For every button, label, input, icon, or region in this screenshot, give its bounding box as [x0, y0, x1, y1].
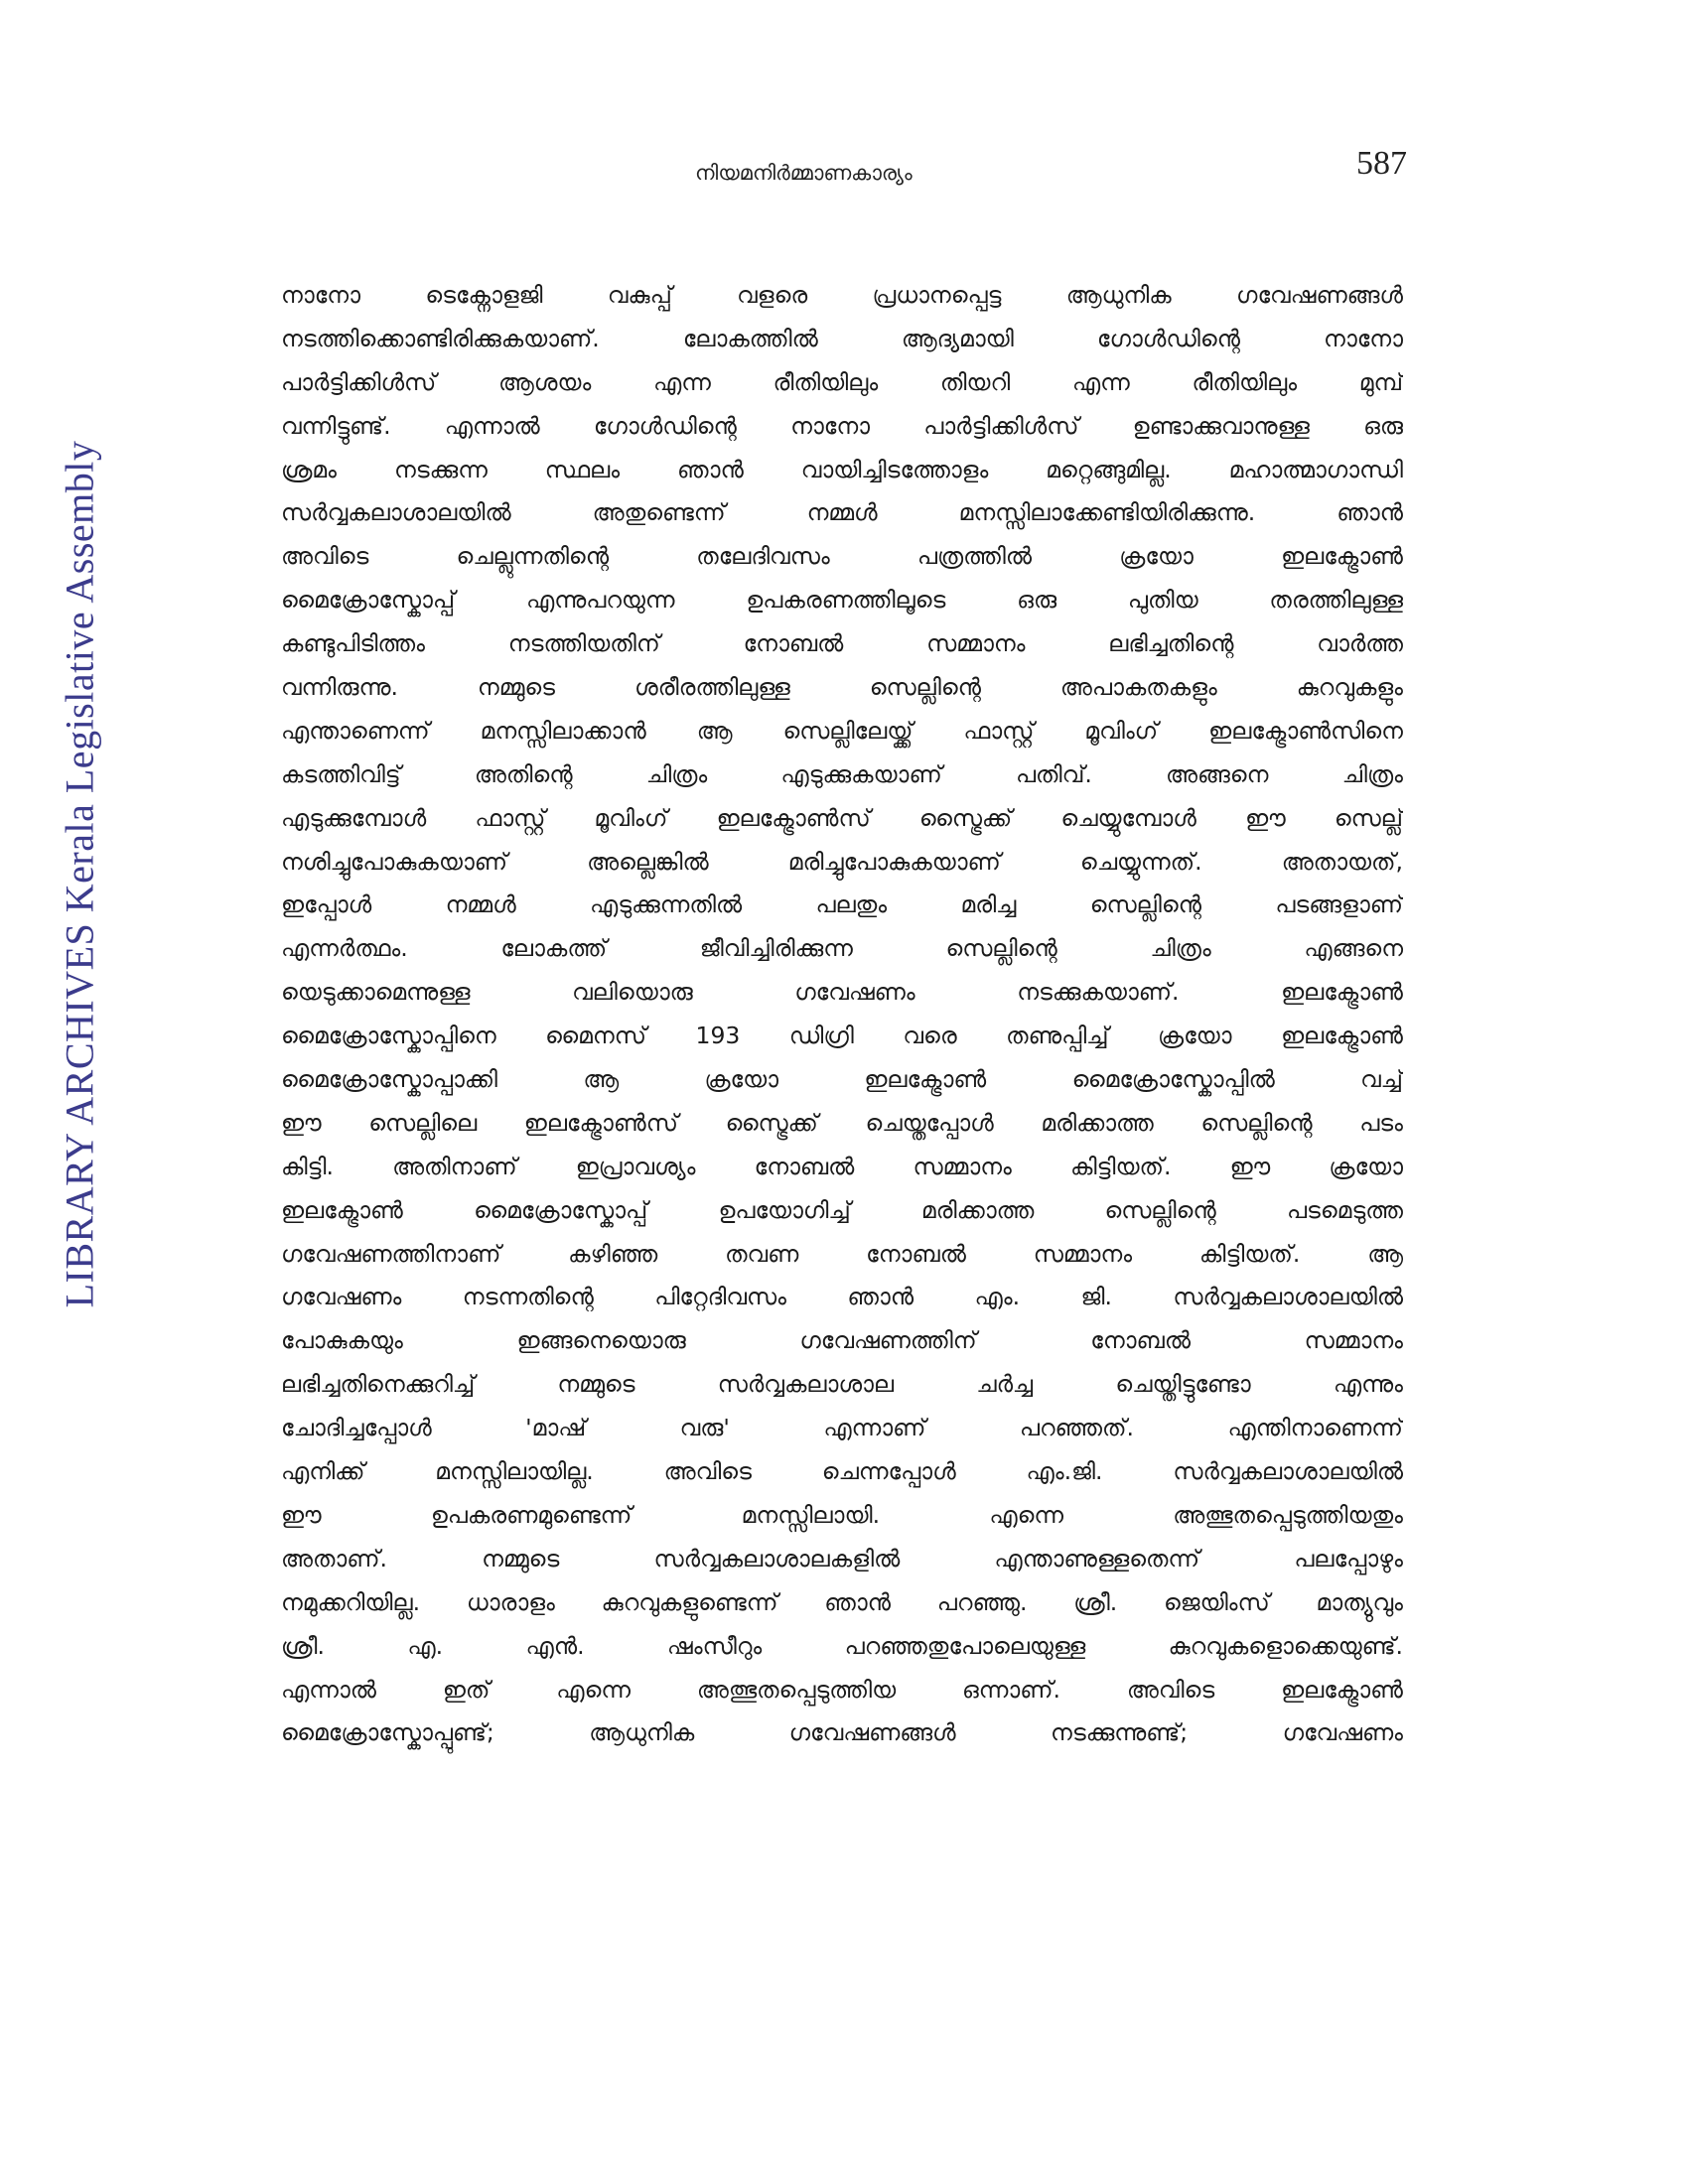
- text-line: നശിച്ചുപോകുകയാണ് അല്ലെങ്കിൽ മരിച്ചുപോകുകയാണ് ചെയ്യുന്നത്. അതായത്,: [281, 847, 1403, 876]
- text-line: വന്നിട്ടുണ്ട്. എന്നാൽ ഗോൾഡിന്റെ നാനോ പാർട്ടിക്കിൾസ് ഉണ്ടാക്കുവാനുള്ള ഒരു: [281, 411, 1403, 440]
- text-line: മൈക്രോസ്കോപ്പാക്കി ആ ക്രയോ ഇലക്ട്രോൺ മൈക്രോസ്കോപ്പിൽ വച്ച്: [281, 1065, 1403, 1094]
- text-line: ഗവേഷണം നടന്നതിന്റെ പിറ്റേദിവസം ഞാൻ എം. ജി. സർവ്വകലാശാലയിൽ: [281, 1283, 1403, 1311]
- text-line: ശ്രീ. എ. എൻ. ഷംസീറും പറഞ്ഞതുപോലെയുള്ള കുറവുകളൊക്കെയുണ്ട്.: [281, 1631, 1403, 1660]
- text-line: വന്നിരുന്നു. നമ്മുടെ ശരീരത്തിലുള്ള സെല്ലിന്റെ അപാകതകളും കുറവുകളും: [281, 673, 1403, 702]
- text-line: പോകുകയും ഇങ്ങനെയൊരു ഗവേഷണത്തിന് നോബൽ സമ്മാനം: [281, 1326, 1403, 1355]
- text-line: എനിക്ക് മനസ്സിലായില്ല. അവിടെ ചെന്നപ്പോൾ എം.ജി. സർവ്വകലാശാലയിൽ: [281, 1457, 1403, 1486]
- text-line: നടത്തിക്കൊണ്ടിരിക്കുകയാണ്. ലോകത്തിൽ ആദ്യമായി ഗോൾഡിന്റെ നാനോ: [281, 324, 1403, 352]
- text-line: യെടുക്കാമെന്നുള്ള വലിയൊരു ഗവേഷണം നടക്കുകയാണ്. ഇലക്ട്രോൺ: [281, 978, 1403, 1007]
- text-line: ചോദിച്ചപ്പോൾ 'മാഷ് വരു' എന്നാണ് പറഞ്ഞത്. എന്തിനാണെന്ന്: [281, 1414, 1403, 1442]
- watermark-text: LIBRARY ARCHIVES Kerala Legislative Assembly: [57, 440, 102, 1307]
- running-title: നിയമനിർമ്മാണകാര്യം: [695, 161, 913, 185]
- page-number: 587: [1356, 145, 1407, 182]
- text-line: എന്താണെന്ന് മനസ്സിലാക്കാൻ ആ സെല്ലിലേയ്ക്ക് ഫാസ്റ്റ് മൂവിംഗ് ഇലക്ട്രോൺസിനെ: [281, 716, 1403, 745]
- text-line: ഇലക്ട്രോൺ മൈക്രോസ്കോപ്പ് ഉപയോഗിച്ച് മരിക്കാത്ത സെല്ലിന്റെ പടമെടുത്ത: [281, 1195, 1403, 1224]
- text-line: എന്നാൽ ഇത് എന്നെ അത്ഭുതപ്പെടുത്തിയ ഒന്നാണ്. അവിടെ ഇലക്ട്രോൺ: [281, 1675, 1403, 1704]
- text-line: മൈക്രോസ്കോപ്പ് എന്നുപറയുന്ന ഉപകരണത്തിലൂടെ ഒരു പുതിയ തരത്തിലുള്ള: [281, 586, 1403, 614]
- text-line: എടുക്കുമ്പോൾ ഫാസ്റ്റ് മൂവിംഗ് ഇലക്ട്രോൺസ് സ്ട്രൈക്ക് ചെയ്യുമ്പോൾ ഈ സെല്ല്: [281, 803, 1403, 832]
- text-line: ലഭിച്ചതിനെക്കുറിച്ച് നമ്മുടെ സർവ്വകലാശാല ചർച്ച ചെയ്തിട്ടുണ്ടോ എന്നും: [281, 1370, 1403, 1399]
- text-line: ഈ സെല്ലിലെ ഇലക്ട്രോൺസ് സ്ട്രൈക്ക് ചെയ്തപ്പോൾ മരിക്കാത്ത സെല്ലിന്റെ പടം: [281, 1108, 1403, 1137]
- text-line: അതാണ്. നമ്മുടെ സർവ്വകലാശാലകളിൽ എന്താണുള്ളതെന്ന് പലപ്പോഴും: [281, 1544, 1403, 1572]
- text-line: പാർട്ടിക്കിൾസ് ആശയം എന്ന രീതിയിലും തിയറി എന്ന രീതിയിലും മുമ്പ്: [281, 367, 1403, 396]
- archive-watermark: [50, 169, 109, 1578]
- text-line: നാനോ ടെക്നോളജി വകുപ്പ് വളരെ പ്രധാനപ്പെട്ട ആധുനിക ഗവേഷണങ്ങൾ: [281, 281, 1403, 309]
- text-line: മൈക്രോസ്കോപ്പിനെ മൈനസ് 193 ഡിഗ്രി വരെ തണുപ്പിച്ച് ക്രയോ ഇലക്ട്രോൺ: [281, 1022, 1403, 1050]
- text-line: ഈ ഉപകരണമുണ്ടെന്ന് മനസ്സിലായി. എന്നെ അത്ഭുതപ്പെടുത്തിയതും: [281, 1500, 1403, 1529]
- text-line: എന്നർത്ഥം. ലോകത്ത് ജീവിച്ചിരിക്കുന്ന സെല്ലിന്റെ ചിത്രം എങ്ങനെ: [281, 934, 1403, 963]
- text-line: നമുക്കറിയില്ല. ധാരാളം കുറവുകളുണ്ടെന്ന് ഞാൻ പറഞ്ഞു. ശ്രീ. ജെയിംസ് മാത്യുവും: [281, 1587, 1403, 1616]
- text-line: അവിടെ ചെല്ലുന്നതിന്റെ തലേദിവസം പത്രത്തിൽ ക്രയോ ഇലക്ട്രോൺ: [281, 542, 1403, 571]
- text-line: കടത്തിവിട്ട് അതിന്റെ ചിത്രം എടുക്കുകയാണ് പതിവ്. അങ്ങനെ ചിത്രം: [281, 759, 1403, 788]
- text-line: ഇപ്പോൾ നമ്മൾ എടുക്കുന്നതിൽ പലതും മരിച്ച സെല്ലിന്റെ പടങ്ങളാണ്: [281, 890, 1403, 919]
- text-line: മൈക്രോസ്കോപ്പുണ്ട്; ആധുനിക ഗവേഷണങ്ങൾ നടക്കുന്നുണ്ട്; ഗവേഷണം: [281, 1718, 1403, 1747]
- text-line: ശ്രമം നടക്കുന്ന സ്ഥലം ഞാൻ വായിച്ചിടത്തോളം മറ്റെങ്ങുമില്ല. മഹാത്മാഗാന്ധി: [281, 455, 1403, 483]
- text-line: സർവ്വകലാശാലയിൽ അതുണ്ടെന്ന് നമ്മൾ മനസ്സിലാക്കേണ്ടിയിരിക്കുന്നു. ഞാൻ: [281, 498, 1403, 527]
- text-line: കണ്ടുപിടിത്തം നടത്തിയതിന് നോബൽ സമ്മാനം ലഭിച്ചതിന്റെ വാർത്ത: [281, 629, 1403, 658]
- text-line: കിട്ടി. അതിനാണ് ഇപ്രാവശ്യം നോബൽ സമ്മാനം കിട്ടിയത്. ഈ ക്രയോ: [281, 1152, 1403, 1180]
- text-line: ഗവേഷണത്തിനാണ് കഴിഞ്ഞ തവണ നോബൽ സമ്മാനം കിട്ടിയത്. ആ: [281, 1239, 1403, 1268]
- body-text: [281, 274, 1403, 1755]
